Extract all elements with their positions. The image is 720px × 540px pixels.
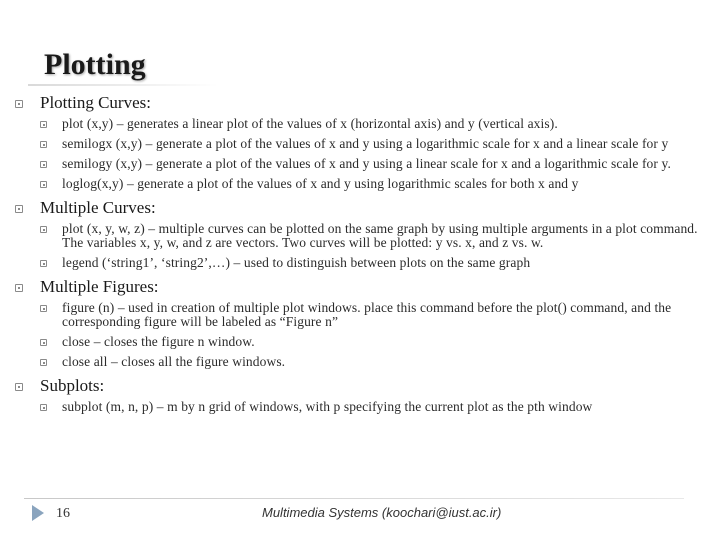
slide-title: Plotting: [44, 48, 146, 81]
square-bullet-icon: [40, 161, 47, 168]
square-bullet-icon: [40, 226, 47, 233]
square-bullet-icon: [15, 100, 23, 108]
square-bullet-icon: [40, 305, 47, 312]
list-item: subplot (m, n, p) – m by n grid of windows, with p specifying the current plot as the pth window: [0, 400, 720, 414]
footer-credit: Multimedia Systems (koochari@iust.ac.ir): [262, 505, 502, 520]
section-subplots: [0, 375, 720, 414]
list-item: legend (‘string1’, ‘string2’,…) – used to distinguish between plots on the same graph: [0, 256, 720, 270]
page-marker-icon: [32, 505, 44, 521]
square-bullet-icon: [40, 359, 47, 366]
list-item: semilogx (x,y) – generate a plot of the values of x and y using a logarithmic scale for x and a linear scale for y: [0, 137, 720, 151]
section-heading: Multiple Curves:: [40, 198, 156, 217]
list-item: close all – closes all the figure windows.: [0, 355, 720, 369]
list-item: plot (x, y, w, z) – multiple curves can be plotted on the same graph by using multiple arguments in a plot command. The variables x, y, w, and z are vectors. Two curves will be plotted: y vs. x, and z vs. w.: [0, 222, 720, 250]
section-heading: Subplots:: [40, 376, 105, 395]
slide-content: [0, 92, 720, 420]
list-item: plot (x,y) – generates a linear plot of the values of x (horizontal axis) and y (vertical axis).: [0, 117, 720, 131]
list-item: close – closes the figure n window.: [0, 335, 720, 349]
list-item: semilogy (x,y) – generate a plot of the values of x and y using a linear scale for x and a logarithmic scale for y.: [0, 157, 720, 171]
section-heading: Plotting Curves:: [40, 93, 151, 112]
section-plotting-curves: [0, 92, 720, 191]
square-bullet-icon: [40, 121, 47, 128]
square-bullet-icon: [15, 205, 23, 213]
square-bullet-icon: [40, 339, 47, 346]
square-bullet-icon: [15, 284, 23, 292]
square-bullet-icon: [40, 181, 47, 188]
square-bullet-icon: [40, 141, 47, 148]
footer-divider: [24, 498, 684, 499]
square-bullet-icon: [40, 404, 47, 411]
list-item: loglog(x,y) – generate a plot of the values of x and y using logarithmic scales for both x and y: [0, 177, 720, 191]
list-item: figure (n) – used in creation of multiple plot windows. place this command before the plot() command, and the corresponding figure will be labeled as “Figure n”: [0, 301, 720, 329]
square-bullet-icon: [15, 383, 23, 391]
section-heading: Multiple Figures:: [40, 277, 159, 296]
section-multiple-figures: [0, 276, 720, 369]
page-number: 16: [56, 506, 70, 521]
square-bullet-icon: [40, 260, 47, 267]
title-divider: [28, 84, 218, 86]
section-multiple-curves: [0, 197, 720, 270]
